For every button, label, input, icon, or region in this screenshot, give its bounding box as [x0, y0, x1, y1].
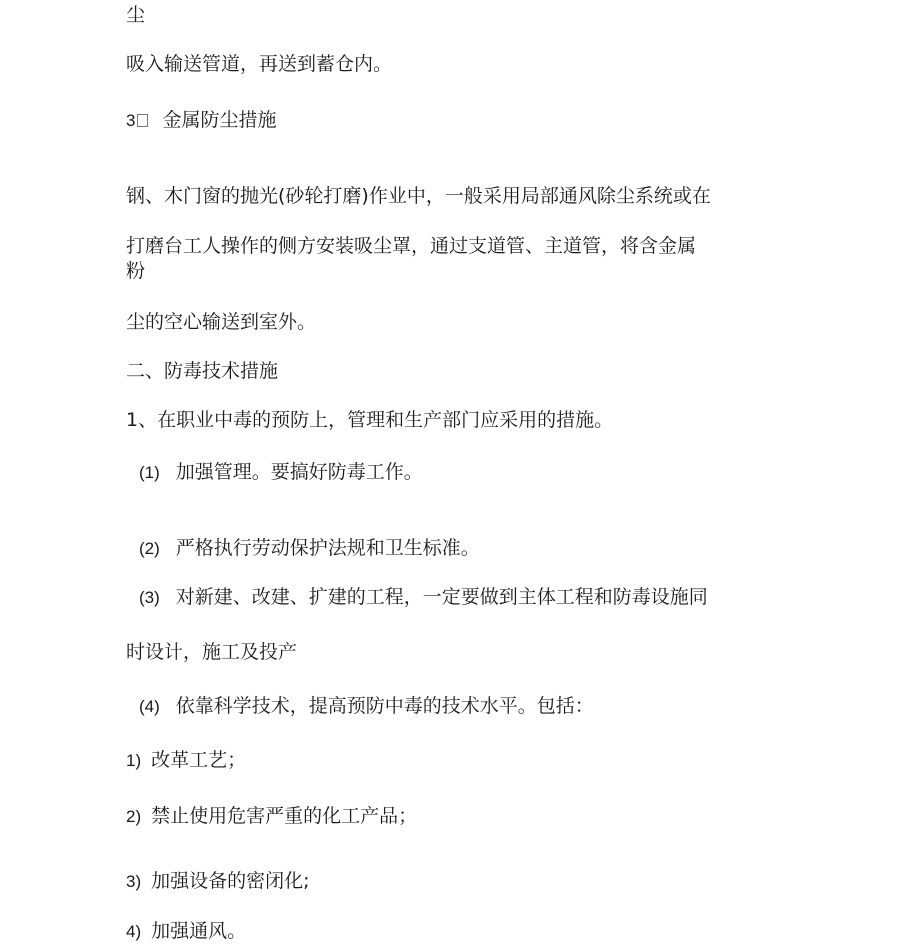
section-heading [126, 109, 276, 132]
heading-text: 二、防毒技术措施 [126, 360, 279, 382]
list-text: 加强设备的密闭化; [151, 870, 310, 892]
list-text: 严格执行劳动保护法规和卫生标准。 [175, 537, 480, 559]
list-number: 3) [126, 872, 142, 891]
line-text: 1、在职业中毒的预防上，管理和生产部门应采用的措施。 [126, 409, 614, 431]
list-text: 依靠科学技术，提高预防中毒的技术水平。包括： [175, 695, 594, 717]
text-line [126, 409, 613, 431]
text-line [126, 185, 711, 207]
line-text: 时设计，施工及投产 [126, 641, 298, 663]
list-item [126, 749, 246, 772]
list-text: 禁止使用危害严重的化工产品； [151, 805, 418, 827]
list-number: (2) [139, 539, 160, 558]
section-number: 3 [126, 111, 136, 130]
list-item [139, 586, 708, 609]
text-line [126, 260, 145, 282]
chapter-heading [126, 360, 278, 382]
line-text: 尘的空心输送到室外。 [126, 311, 317, 333]
line-text: 吸入输送管道，再送到蓄仓内。 [126, 53, 393, 75]
list-number: 2) [126, 807, 142, 826]
list-item [126, 805, 417, 828]
line-text: 打磨台工人操作的侧方安装吸尘罩，通过支道管、主道管，将含金属 [126, 235, 697, 257]
list-text: 加强通风。 [151, 920, 247, 942]
list-text: 改革工艺； [151, 749, 247, 771]
list-number: (3) [139, 588, 160, 607]
line-text: 钢、木门窗的抛光(砂轮打磨)作业中，一般采用局部通风除尘系统或在 [126, 185, 711, 207]
list-number: (4) [139, 697, 160, 716]
text-line [126, 4, 145, 26]
text-line [126, 311, 316, 333]
text-line [126, 641, 297, 663]
list-number: (1) [139, 463, 160, 482]
list-number: 4) [126, 922, 142, 941]
list-number: 1) [126, 751, 142, 770]
list-item [126, 870, 310, 893]
list-item [139, 461, 423, 484]
line-text: 尘 [126, 4, 146, 26]
section-title: 金属防尘措施 [162, 109, 277, 131]
text-line [126, 235, 696, 257]
list-text: 加强管理。要搞好防毒工作。 [175, 461, 423, 483]
list-item [139, 537, 480, 560]
list-item [126, 920, 246, 943]
line-text: 粉 [126, 260, 146, 282]
missing-glyph-box [137, 114, 148, 127]
list-text: 对新建、改建、扩建的工程，一定要做到主体工程和防毒设施同 [175, 586, 708, 608]
list-item [139, 695, 594, 718]
text-line [126, 53, 392, 75]
